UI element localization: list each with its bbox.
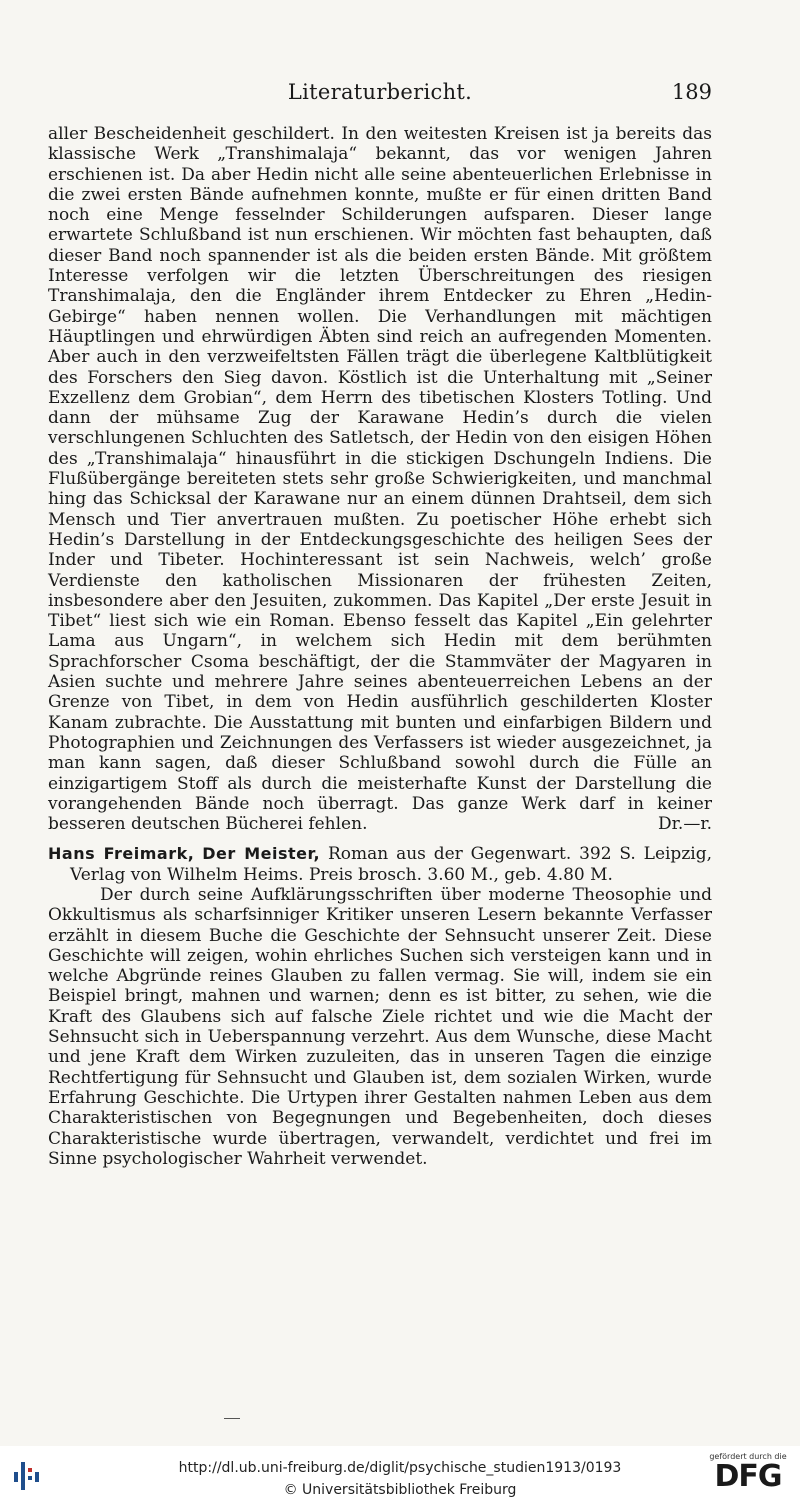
page-number: 189 [671,80,712,104]
running-title: Literaturbericht. [287,80,473,104]
entry-title: Der Meister, [202,844,321,864]
copyright-notice: © Universitätsbibliothek Freiburg [283,1482,517,1498]
viewer-footer [0,1446,800,1504]
dfg-wordmark: DFG [714,1459,782,1494]
review-signature: Dr.—r. [658,814,712,835]
dfg-logo [706,1452,790,1500]
review-paragraph-2: Der durch seine Aufklärungsschriften über moderne Theosophie und Okkultismus als scharfsinniger Kritiker unseren Lesern bekannte Verfasser erzählt in diesem Buche die Geschichte der Sehnsucht unserer Zeit. Diese Geschichte will zeigen, wohin ehrliches Suchen sich versteigen kann und in welche Abgründe reines Glauben zu fallen vermag. Sie will, indem sie ein Beispiel bringt, mahnen und warnen; denn es ist bitter, zu sehen, wie die Kraft des Glaubens sich auf falsche Ziele richtet und wie die Macht der Sehnsucht sich in Ueberspannung verzehrt. Aus dem Wunsche, diese Macht und jene Kraft dem Wirken zuzuleiten, das in unseren Tagen die einzige Rechtfertigung für Sehnsucht und Glauben ist, dem sozialen Wirken, wurde Erfahrung Geschichte. Die Urtypen ihrer Gestalten nahmen Leben aus dem Charakteristischen von Begegnungen und Begebenheiten, doch dieses Charakteristische wurde übertragen, verwandelt, verdichtet und frei im Sinne psychologischer Wahrheit verwendet. [48,884,712,1169]
entry-details: Roman aus der Gegenwart. 392 S. Leipzig, Verlag von Wilhelm Heims. Preis brosch. 3.60 M., geb. 4.80 M. [70,844,712,885]
running-header [48,80,712,110]
page-content [48,124,712,1169]
dfg-tagline: gefördert durch die [709,1452,787,1461]
review-paragraph: aller Bescheidenheit geschildert. In den weitesten Kreisen ist ja bereits das klassische Werk „Transhimalaja“ bekannt, das vor wenigen Jahren erschienen ist. Da aber Hedin nicht alle seine abenteuerlichen Erlebnisse in die zwei ersten Bände aufnehmen konnte, mußte er für einen dritten Band noch eine Menge fesselnder Schilderungen aufsparen. Dieser lange erwartete Schlußband ist nun erschienen. Wir möchten fast behaupten, daß dieser Band noch spannender ist als die beiden ersten Bände. Mit größtem Interesse verfolgen wir die letzten Überschreitungen des riesigen Transhimalaja, den die Engländer ihrem Entdecker zu Ehren „Hedin-Gebirge“ haben nennen wollen. Die Verhandlungen mit mächtigen Häuptlingen und ehrwürdigen Äbten sind reich an aufregenden Momenten. Aber auch in den verzweifeltsten Fällen trägt die überlegene Kaltblütigkeit des Forschers den Sieg davon. Köstlich ist die Unterhaltung mit „Seiner Exzellenz dem Grobian“, dem Herrn des tibetischen Klosters Totling. Und dann der mühsame Zug der Karawane Hedin’s durch die vielen verschlungenen Schluchten des Satletsch, der Hedin von den eisigen Höhen des „Transhimalaja“ hinausführt in die stickigen Dschungeln Indiens. Die Flußübergänge bereiteten stets sehr große Schwierigkeiten, und manchmal hing das Schicksal der Karawane nur an einem dünnen Drahtseil, dem sich Mensch und Tier anvertrauen mußten. Zu poetischer Höhe erhebt sich Hedin’s Darstellung in der Entdeckungsgeschichte des heiligen Sees der Inder und Tibeter. Hochinteressant ist sein Nachweis, welch’ große Verdienste den katholischen Missionaren der frühesten Zeiten, insbesondere aber den Jesuiten, zukommen. Das Kapitel „Der erste Jesuit in Tibet“ liest sich wie ein Roman. Ebenso fesselt das Kapitel „Ein gelehrter Lama aus Ungarn“, in welchem sich Hedin mit dem berühmten Sprachforscher Csoma beschäftigt, der die Stammväter der Magyaren in Asien suchte und mehrere Jahre seines abenteuerreichen Lebens an der Grenze von Tibet, in dem von Hedin ausführlich geschilderten Kloster Kanam zubrachte. Die Ausstattung mit bunten und einfarbigen Bildern und Photographien und Zeichnungen des Verfassers ist wieder ausgezeichnet, ja man kann sagen, daß dieser Schlußband sowohl durch die Fülle an einzigartigem Stoff als durch die meisterhafte Kunst der Darstellung die vorangehenden Bände noch überragt. Das ganze Werk darf in keiner besseren deutschen Bücherei fehlen. [48,124,712,835]
bibliographic-entry [48,844,712,885]
page-end-mark [224,1418,240,1419]
permalink[interactable]: http://dl.ub.uni-freiburg.de/diglit/psychische_studien1913/0193 [178,1460,622,1476]
entry-author: Hans Freimark, [48,844,195,864]
